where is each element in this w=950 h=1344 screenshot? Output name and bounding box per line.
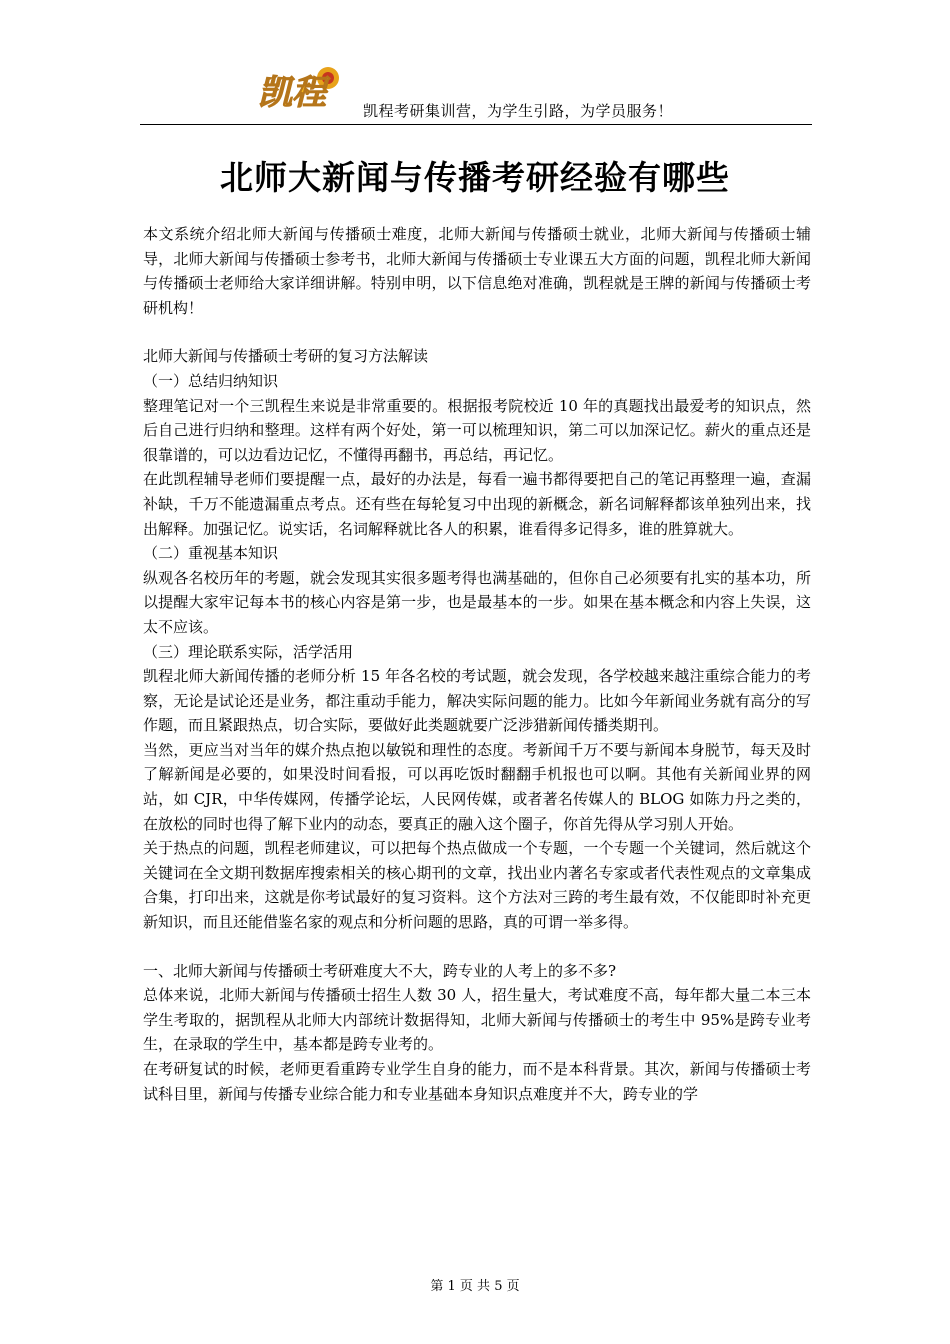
body-paragraph: （一）总结归纳知识 bbox=[143, 371, 279, 390]
body-paragraph: 总体来说，北师大新闻与传播硕士招生人数 30 人，招生量大，考试难度不高，每年都大量二本三本学生考取的，据凯程从北师大内部统计数据得知，北师大新闻与传播硕士的考生中 95%是跨专业考生，在录取的学生中，基本都是跨专业考的。 bbox=[143, 986, 811, 1054]
header-divider bbox=[140, 124, 812, 125]
body-paragraph: 关于热点的问题，凯程老师建议，可以把每个热点做成一个专题，一个专题一个关键词，然后就这个关键词在全文期刊数据库搜索相关的核心期刊的文章，找出业内著名专家或者代表性观点的文章集成合集，打印出来，这就是你考试最好的复习资料。这个方法对三跨的考生最有效，不仅能即时补充更新知识，而且还能借鉴名家的观点和分析问题的思路，真的可谓一举多得。 bbox=[143, 839, 811, 932]
body-paragraph: 一、北师大新闻与传播硕士考研难度大不大，跨专业的人考上的多不多? bbox=[143, 961, 617, 980]
page-footer: 第 1 页 共 5 页 bbox=[430, 1279, 520, 1294]
body-paragraph: 凯程北师大新闻传播的老师分析 15 年各名校的考试题，就会发现，各学校越来越注重综合能力的考察，无论是试论还是业务，都注重动手能力，解决实际问题的能力。比如今年新闻业务就有高分的写作题，而且紧跟热点，切合实际，要做好此类题就要广泛涉猎新闻传播类期刊。 bbox=[143, 667, 811, 735]
logo-text: 凯程 bbox=[258, 73, 326, 112]
body-paragraph: 在此凯程辅导老师们要提醒一点，最好的办法是，每看一遍书都得要把自己的笔记再整理一遍，查漏补缺，千万不能遗漏重点考点。还有些在每轮复习中出现的新概念，新名词解释都该单独列出来，找出解释。加强记忆。说实话，名词解释就比各人的积累，谁看得多记得多，谁的胜算就大。 bbox=[143, 470, 811, 538]
body-paragraph: 北师大新闻与传播硕士考研的复习方法解读 bbox=[143, 347, 429, 366]
body-paragraph: （三）理论联系实际，活学活用 bbox=[143, 642, 354, 661]
document-body bbox=[143, 222, 811, 1106]
page-title: 北师大新闻与传播考研经验有哪些 bbox=[220, 158, 730, 197]
header-slogan: 凯程考研集训营，为学生引路，为学员服务！ bbox=[363, 102, 674, 120]
paragraph-gap bbox=[143, 935, 811, 959]
body-paragraph: （二）重视基本知识 bbox=[143, 544, 279, 563]
page-header bbox=[140, 60, 812, 124]
body-paragraph: 当然，更应当对当年的媒介热点抱以敏锐和理性的态度。考新闻千万不要与新闻本身脱节，每天及时了解新闻是必要的，如果没时间看报，可以再吃饭时翻翻手机报也可以啊。其他有关新闻业界的网站，如 CJR，中华传媒网，传播学论坛，人民网传媒，或者著名传媒人的 BLOG 如陈力丹之类的，在放松的同时也得了解下业内的动态，要真正的融入这个圈子，你首先得从学习别人开始。 bbox=[143, 740, 811, 833]
body-paragraph: 整理笔记对一个三凯程生来说是非常重要的。根据报考院校近 10 年的真题找出最爱考的知识点，然后自己进行归纳和整理。这样有两个好处，第一可以梳理知识，第二可以加深记忆。薪火的重点还是很靠谱的，可以边看边记忆，不懂得再翻书，再总结，再记忆。 bbox=[143, 396, 811, 464]
paragraph-gap bbox=[143, 320, 811, 344]
body-paragraph: 本文系统介绍北师大新闻与传播硕士难度，北师大新闻与传播硕士就业，北师大新闻与传播硕士辅导，北师大新闻与传播硕士参考书，北师大新闻与传播硕士专业课五大方面的问题，凯程北师大新闻与传播硕士老师给大家详细讲解。特别申明，以下信息绝对准确，凯程就是王牌的新闻与传播硕士考研机构！ bbox=[143, 225, 811, 317]
body-paragraph: 纵观各名校历年的考题，就会发现其实很多题考得也满基础的，但你自己必须要有扎实的基本功，所以提醒大家牢记每本书的核心内容是第一步，也是最基本的一步。如果在基本概念和内容上失误，这太不应该。 bbox=[143, 568, 811, 636]
body-paragraph: 在考研复试的时候，老师更看重跨专业学生自身的能力，而不是本科背景。其次，新闻与传播硕士考试科目里，新闻与传播专业综合能力和专业基础本身知识点难度并不大，跨专业的学 bbox=[143, 1060, 811, 1103]
kaicheng-logo bbox=[256, 64, 346, 112]
